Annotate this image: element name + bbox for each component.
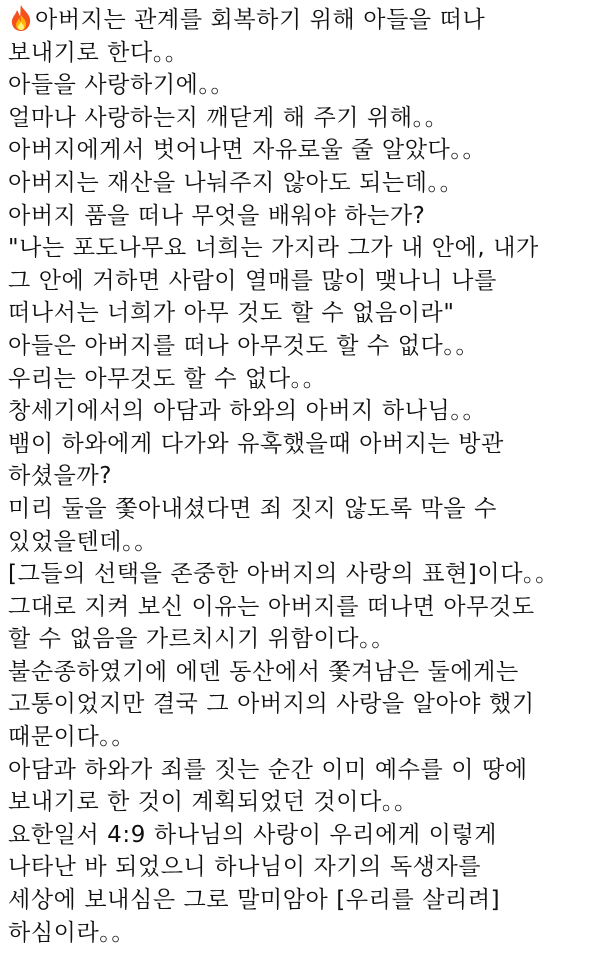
note-line-21: 불순종하였기에 에덴 동산에서 쫓겨남은 둘에게는 [8, 658, 519, 685]
note-line-text: 아버지는 관계를 회복하기 위해 아들을 떠나 [35, 7, 486, 33]
note-line-7: 아버지 품을 떠나 무엇을 배워야 하는가? [8, 202, 426, 229]
note-line-10: 떠나서는 너희가 아무 것도 할 수 없음이라" [8, 300, 455, 327]
note-line-22: 고통이었지만 결국 그 아버지의 사랑을 알아야 했기 [8, 691, 535, 718]
note-line-9: 그 안에 거하면 사람이 열매를 많이 맺나니 나를 [8, 267, 497, 294]
note-line-14: 뱀이 하와에게 다가와 유혹했을때 아버지는 방관 [8, 430, 504, 457]
note-line-24: 아담과 하와가 죄를 짓는 순간 이미 예수를 이 땅에 [8, 756, 528, 783]
note-line-25: 보내기로 한 것이 계획되었던 것이다。。 [8, 789, 418, 816]
note-line-15: 하셨을까? [8, 463, 113, 490]
note-line-4: 얼마나 사랑하는지 깨닫게 해 주기 위해。。 [8, 104, 449, 131]
note-line-16: 미리 둘을 쫓아내셨다면 죄 짓지 않도록 막을 수 [8, 495, 497, 522]
note-line-26: 요한일서 4:9 하나님의 사랑이 우리에게 이렇게 [8, 821, 498, 848]
note-line-29: 하심이라。。 [8, 919, 135, 946]
note-line-1 [8, 4, 592, 37]
note-line-12: 우리는 아무것도 할 수 없다。。 [8, 365, 327, 392]
note-line-28: 세상에 보내심은 그로 말미암아 [우리를 살리려] [8, 887, 501, 914]
note-line-5: 아버지에게서 벗어나면 자유로울 줄 알았다。。 [8, 137, 487, 164]
note-line-27: 나타난 바 되었으니 하나님이 자기의 독생자를 [8, 854, 482, 881]
note-line-11: 아들은 아버지를 떠나 아무것도 할 수 없다。。 [8, 332, 480, 359]
note-line-19: 그대로 지켜 보신 이유는 아버지를 떠나면 아무것도 [8, 593, 535, 620]
fire-icon [8, 4, 34, 32]
note-line-3: 아들을 사랑하기에。。 [8, 72, 235, 99]
note-line-17: 있었을텐데。。 [8, 528, 158, 555]
note-line-18: [그들의 선택을 존중한 아버지의 사랑의 표현]이다。。 [8, 561, 559, 588]
handwritten-note [8, 4, 592, 949]
note-line-13: 창세기에서의 아담과 하와의 아버지 하나님。。 [8, 398, 487, 425]
note-line-20: 할 수 없음을 가르치시기 위함이다。。 [8, 626, 395, 653]
note-line-2: 보내기로 한다。。 [8, 39, 189, 66]
note-line-6: 아버지는 재산을 나눠주지 않아도 되는데。。 [8, 169, 464, 196]
note-line-23: 때문이다。。 [8, 724, 135, 751]
note-line-8: "나는 포도나무요 너희는 가지라 그가 내 안에, 내가 [8, 235, 539, 262]
